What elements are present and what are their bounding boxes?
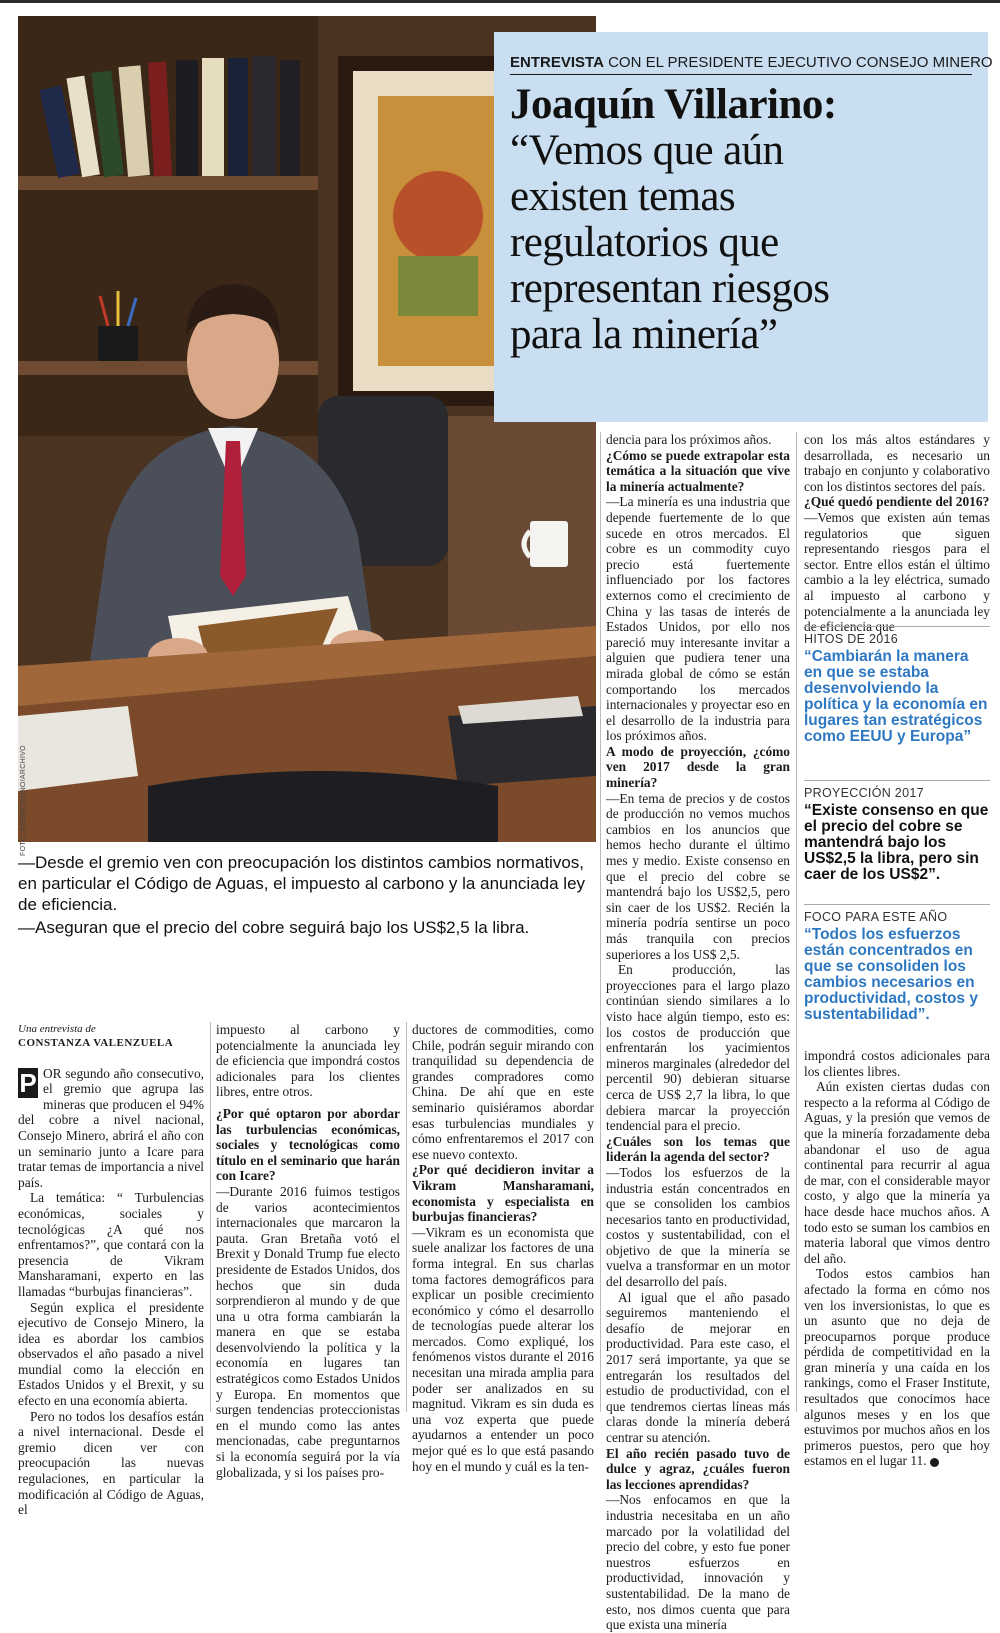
interview-question: ¿Cuáles son los temas que liderán la agenda del sector? <box>606 1133 790 1165</box>
paragraph: con los más altos estándares y desarrollada, es necesario un trabajo en conjunto y colaborativo con los distintos sectores del país. <box>804 432 990 494</box>
interview-question: ¿Por qué decidieron invitar a Vikram Mansharamani, economista y especialista en burbujas financieras? <box>412 1162 594 1225</box>
summary-bullets <box>18 852 596 940</box>
pullquote-text: “Todos los esfuerzos están concentrados en que se consoliden los cambios necesarios en productividad, costos y sustentabilidad”. <box>804 926 978 1023</box>
summary-bullet: —Aseguran que el precio del cobre seguirá bajo los US$2,5 la libra. <box>18 918 530 937</box>
headline-quote-line: “Vemos que aún <box>510 127 784 174</box>
top-rule <box>0 0 1000 3</box>
photo-credit: FOTO: AGENCIAUNO/ARCHIVO <box>20 745 27 856</box>
interview-answer: —En tema de precios y de costos de producción no vemos muchos cambios en los anuncios que hemos hecho durante el último mes y medio. Existe consenso en que el precio del cobre se mantendrá bajo los US$2,5, pero sin caer de los US$2. Recién la minería podría sentirse un poco más tranquila con precios superiores a los US$ 2,5. <box>606 790 790 962</box>
pullquote-text: “Cambiarán la manera en que se estaba desenvolviendo la política y la economía en lugares tan estratégicos como EEUU y Europa” <box>804 648 988 745</box>
headline-quote-line: representan riesgos <box>510 265 830 312</box>
byline-intro: Una entrevista de <box>18 1023 96 1035</box>
lead-paragraph <box>18 1066 204 1191</box>
interview-answer: —Nos enfocamos en que la industria necesitaba en un año marcado por la volatilidad del precio del cobre, y esto fue poner nuestros esfuerzos en productividad, innovación y sustentabilidad. De la mano de esto, nos dimos cuenta que para que exista una minería <box>606 1492 790 1633</box>
headline-quote <box>510 128 972 358</box>
paragraph <box>804 1266 990 1469</box>
closing-text: Todos estos cambios han afectado la forma en cómo nos ven los inversionistas, lo que es un asunto que no deja de preocuparnos porque produce pérdida de competitividad en la gran minería y una caída en los rankings, como el Fraser Institute, resultados que conocimos hace algunos meses y en los que estuvimos por muchos años en los primeros puestos, pero que hoy estamos en el lugar 11. <box>804 1266 990 1469</box>
pullquote-label: FOCO PARA ESTE AÑO <box>804 904 990 924</box>
interview-answer: —Todos los esfuerzos de la industria están concentrados en que se consoliden los cambios necesarios tanto en productividad, costos y sustentabilidad, con el objetivo de que la minería se vuelva a transformar en un motor del desarrollo del país. <box>606 1164 790 1290</box>
paragraph: Aún existen ciertas dudas con respecto a la reforma al Código de Aguas, y la presión que vemos de que la minería forzadamente deba abandonar el uso de agua continental para recurrir al agua de mar, con el considerable mayor costo, y algo que la minería ya hace desde hace muchos años. A todo esto se suman los cambios en materia laboral que vimos dentro del año. <box>804 1079 990 1266</box>
interview-answer: —Durante 2016 fuimos testigos de varios acontecimientos internacionales que marcaron la pauta. Gran Bretaña votó el Brexit y Donald Trump fue electo presidente de Estados Unidos, dos hechos que sin duda sorprendieron al mundo y de que una u otra forma cambiarán la manera en que se estaba desenvolviendo la política y la economía en lugares tan estratégicos como Estados Unidos y Europa. En momentos que surgen tendencias proteccionistas en el mundo como las antes mencionadas, cabe preguntarnos si la economía seguirá por la vía globalizada, y si los países pro- <box>216 1183 400 1480</box>
column-divider <box>796 432 797 1412</box>
headline-quote-line: para la minería” <box>510 311 778 358</box>
paragraph: ductores de commodities, como Chile, podrán seguir mirando con tranquilidad su dependencia de grandes compradores como China. De ahí que en este seminario quisiéramos abordar esas turbulencias mundiales y cómo enfrentaremos el 2017 con ese nuevo contexto. <box>412 1022 594 1162</box>
text-column-5-top <box>804 432 990 635</box>
text-column-1 <box>18 1022 204 1518</box>
interview-answer: —La minería es una industria que depende fuertemente de lo que sucede en otros mercados. El cobre es un commodity cuyo precio está fuertemente influenciado por los factores externos como el crecimiento de China y las tasas de interés de Estados Unidos, por ello nos pareció muy interesante invitar a alguien que pudiera tener una mirada global de cómo se están comportando los mercados internacionales y proyectar eso en el desarrollo de la industria para los próximos años. <box>606 494 790 744</box>
paragraph: impuesto al carbono y potencialmente la anunciada ley de eficiencia que impondrá costos adicionales para los clientes libres, entre otros. <box>216 1022 400 1100</box>
headline-name: Joaquín Villarino: <box>510 81 837 128</box>
headline-box <box>494 32 993 422</box>
column-divider <box>600 432 601 1412</box>
interview-question: ¿Por qué optaron por abordar las turbulencias económicas, sociales y tecnológicas como título en el seminario que harán con Icare? <box>216 1105 400 1184</box>
pullquote-text: “Existe consenso en que el precio del cobre se mantendrá bajo los US$2,5 la libra, pero sin caer de los US$2”. <box>804 802 989 883</box>
column-divider <box>406 1022 407 1412</box>
paragraph: Según explica el presidente ejecutivo de Consejo Minero, la idea es abordar los cambios observados el año pasado a nivel mundial como la elección en Estados Unidos y el Brexit, y su efecto en una economía abierta. <box>18 1299 204 1409</box>
kicker <box>510 54 993 75</box>
text-column-2 <box>216 1022 400 1480</box>
interview-question: A modo de proyección, ¿cómo ven 2017 desde la gran minería? <box>606 743 790 791</box>
pullquote-foco <box>804 904 990 1023</box>
pullquote-label: PROYECCIÓN 2017 <box>804 780 990 800</box>
paragraph: Al igual que el año pasado seguiremos manteniendo el desafío de mejorar en productividad. Para este caso, el 2017 será importante, ya que se entregarán los resultados del estudio de productividad, con el que tendremos ciertas líneas más claras donde la minería deberá centrar su atención. <box>606 1289 790 1445</box>
paragraph: impondrá costos adicionales para los clientes libres. <box>804 1048 990 1079</box>
paragraph: dencia para los próximos años. <box>606 432 772 447</box>
paragraph: Pero no todos los desafíos están a nivel internacional. Desde el gremio dicen ver con preocupación las nuevas regulaciones, en particular la modificación al Código de Aguas, el <box>18 1408 204 1518</box>
end-of-article-icon <box>930 1458 939 1467</box>
interview-answer: —Vikram es un economista que suele analizar los factores de una forma integral. En sus charlas toma factores demográficos para explicar un posible crecimiento económico y cómo el desarrollo de tecnologías puede alterar los mercados. Como expliqué, los fenómenos vistos durante el 2016 necesitan una mirada amplia para poder ser analizados en su magnitud. Vikram es sin duda es una voz experta que puede ayudarnos a entender un poco mejor qué es lo que está pasando hoy en el mundo y cuál es la ten- <box>412 1224 594 1474</box>
paragraph: La temática: “ Turbulencias económicas, sociales y tecnológicas ¿A qué nos enfrentamos?”, que contará con la presencia de Vikram Mansharamani, experto en las llamadas “burbujas financieras”. <box>18 1190 204 1299</box>
summary-bullet: —Desde el gremio ven con preocupación los distintos cambios normativos, en particular el Código de Aguas, el impuesto al carbono y la anunciada ley de eficiencia. <box>18 853 586 914</box>
headline-quote-line: regulatorios que <box>510 219 779 266</box>
kicker-bold: ENTREVISTA <box>510 54 604 71</box>
interview-question: ¿Cómo se puede extrapolar esta temática a la situación que vive la minería actualmente? <box>606 447 790 494</box>
text-column-5-bottom <box>804 1048 990 1469</box>
interview-answer: —Vemos que existen aún temas regulatorios que siguen representando riesgos para el sector. Entre ellos están el último cambio a la ley eléctrica, sumado al impuesto al carbono y potencialmente a la anunciada ley de eficiencia que <box>804 509 990 635</box>
kicker-rest: CON EL PRESIDENTE EJECUTIVO CONSEJO MINERO <box>608 54 993 71</box>
paragraph: En producción, las proyecciones para el largo plazo continúan siendo similares a lo visto hace algún tiempo, esto es: los costos de producción que enfrentarán los yacimientos mineros marginales (alrededor del percentil 90) debieran situarse cerca de US$ 2,7 la libra, lo que debiera marcar la proyección tendencial para el precio. <box>606 962 790 1134</box>
byline-author: CONSTANZA VALENZUELA <box>18 1037 174 1049</box>
drop-cap: P <box>19 1067 37 1098</box>
headline-quote-line: existen temas <box>510 173 736 220</box>
interview-question: ¿Qué quedó pendiente del 2016? <box>804 494 990 510</box>
text-column-4 <box>606 432 790 1633</box>
pullquote-label: HITOS DE 2016 <box>804 626 990 646</box>
interview-question: El año recién pasado tuvo de dulce y agraz, ¿cuáles fueron las lecciones aprendidas? <box>606 1445 790 1492</box>
pullquote-hitos <box>804 626 990 745</box>
lead-text: OR segundo año consecutivo, el gremio que agrupa las mineras que producen el 94% del cobre a nivel nacional, Consejo Minero, abrirá el año con un seminario junto a Icare para tratar temas de importancia a nivel país. <box>18 1065 204 1190</box>
text-column-3 <box>412 1022 594 1474</box>
column-divider <box>210 1022 211 1412</box>
pullquote-proyeccion <box>804 780 990 883</box>
